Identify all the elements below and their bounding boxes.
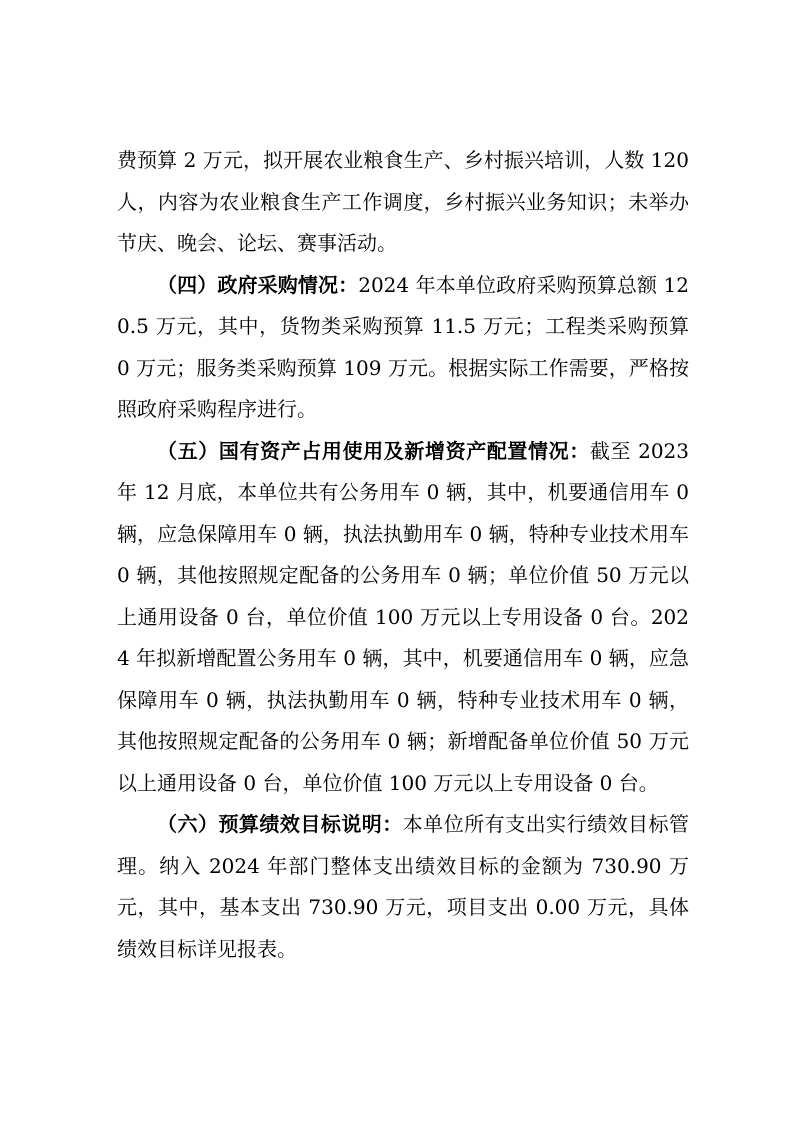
document-body bbox=[117, 140, 689, 970]
section-heading-procurement: （四）政府采购情况： bbox=[157, 272, 359, 297]
paragraph-government-procurement bbox=[117, 265, 689, 431]
paragraph-performance-goals bbox=[117, 804, 689, 970]
paragraph-training-continuation bbox=[117, 140, 689, 265]
section-heading-performance: （六）预算绩效目标说明： bbox=[157, 812, 403, 836]
paragraph-body: 费预算 2 万元，拟开展农业粮食生产、乡村振兴培训，人数 120 人，内容为农业粮食生产工作调度，乡村振兴业务知识；未举办节庆、晚会、论坛、赛事活动。 bbox=[117, 148, 689, 255]
paragraph-state-assets bbox=[117, 431, 689, 805]
paragraph-body: 本单位所有支出实行绩效目标管理。纳入 2024 年部门整体支出绩效目标的金额为 730.90 万元，其中，基本支出 730.90 万元，项目支出 0.00 万元，具体绩效目标详见报表。 bbox=[117, 812, 690, 961]
paragraph-body: 截至 2023 年 12 月底，本单位共有公务用车 0 辆，其中，机要通信用车 0 辆，应急保障用车 0 辆，执法执勤用车 0 辆，特种专业技术用车 0 辆，其他按照规定配备的公务用车 0 辆；单位价值 50 万元以上通用设备 0 台，单位价值 100 万元以上专用设备 0 台。2024 年拟新增配置公务用车 0 辆，其中，机要通信用车 0 辆，应急保障用车 0 辆，执法执勤用车 0 辆，特种专业技术用车 0 辆，其他按照规定配备的公务用车 0 辆；新增配备单位价值 50 万元以上通用设备 0 台，单位价值 100 万元以上专用设备 0 台。 bbox=[117, 438, 690, 795]
section-heading-assets: （五）国有资产占用使用及新增资产配置情况： bbox=[157, 438, 590, 463]
paragraph-body: 2024 年本单位政府采购预算总额 120.5 万元，其中，货物类采购预算 11.5 万元；工程类采购预算 0 万元；服务类采购预算 109 万元。根据实际工作需要，严格按照政府采购程序进行。 bbox=[117, 272, 690, 421]
